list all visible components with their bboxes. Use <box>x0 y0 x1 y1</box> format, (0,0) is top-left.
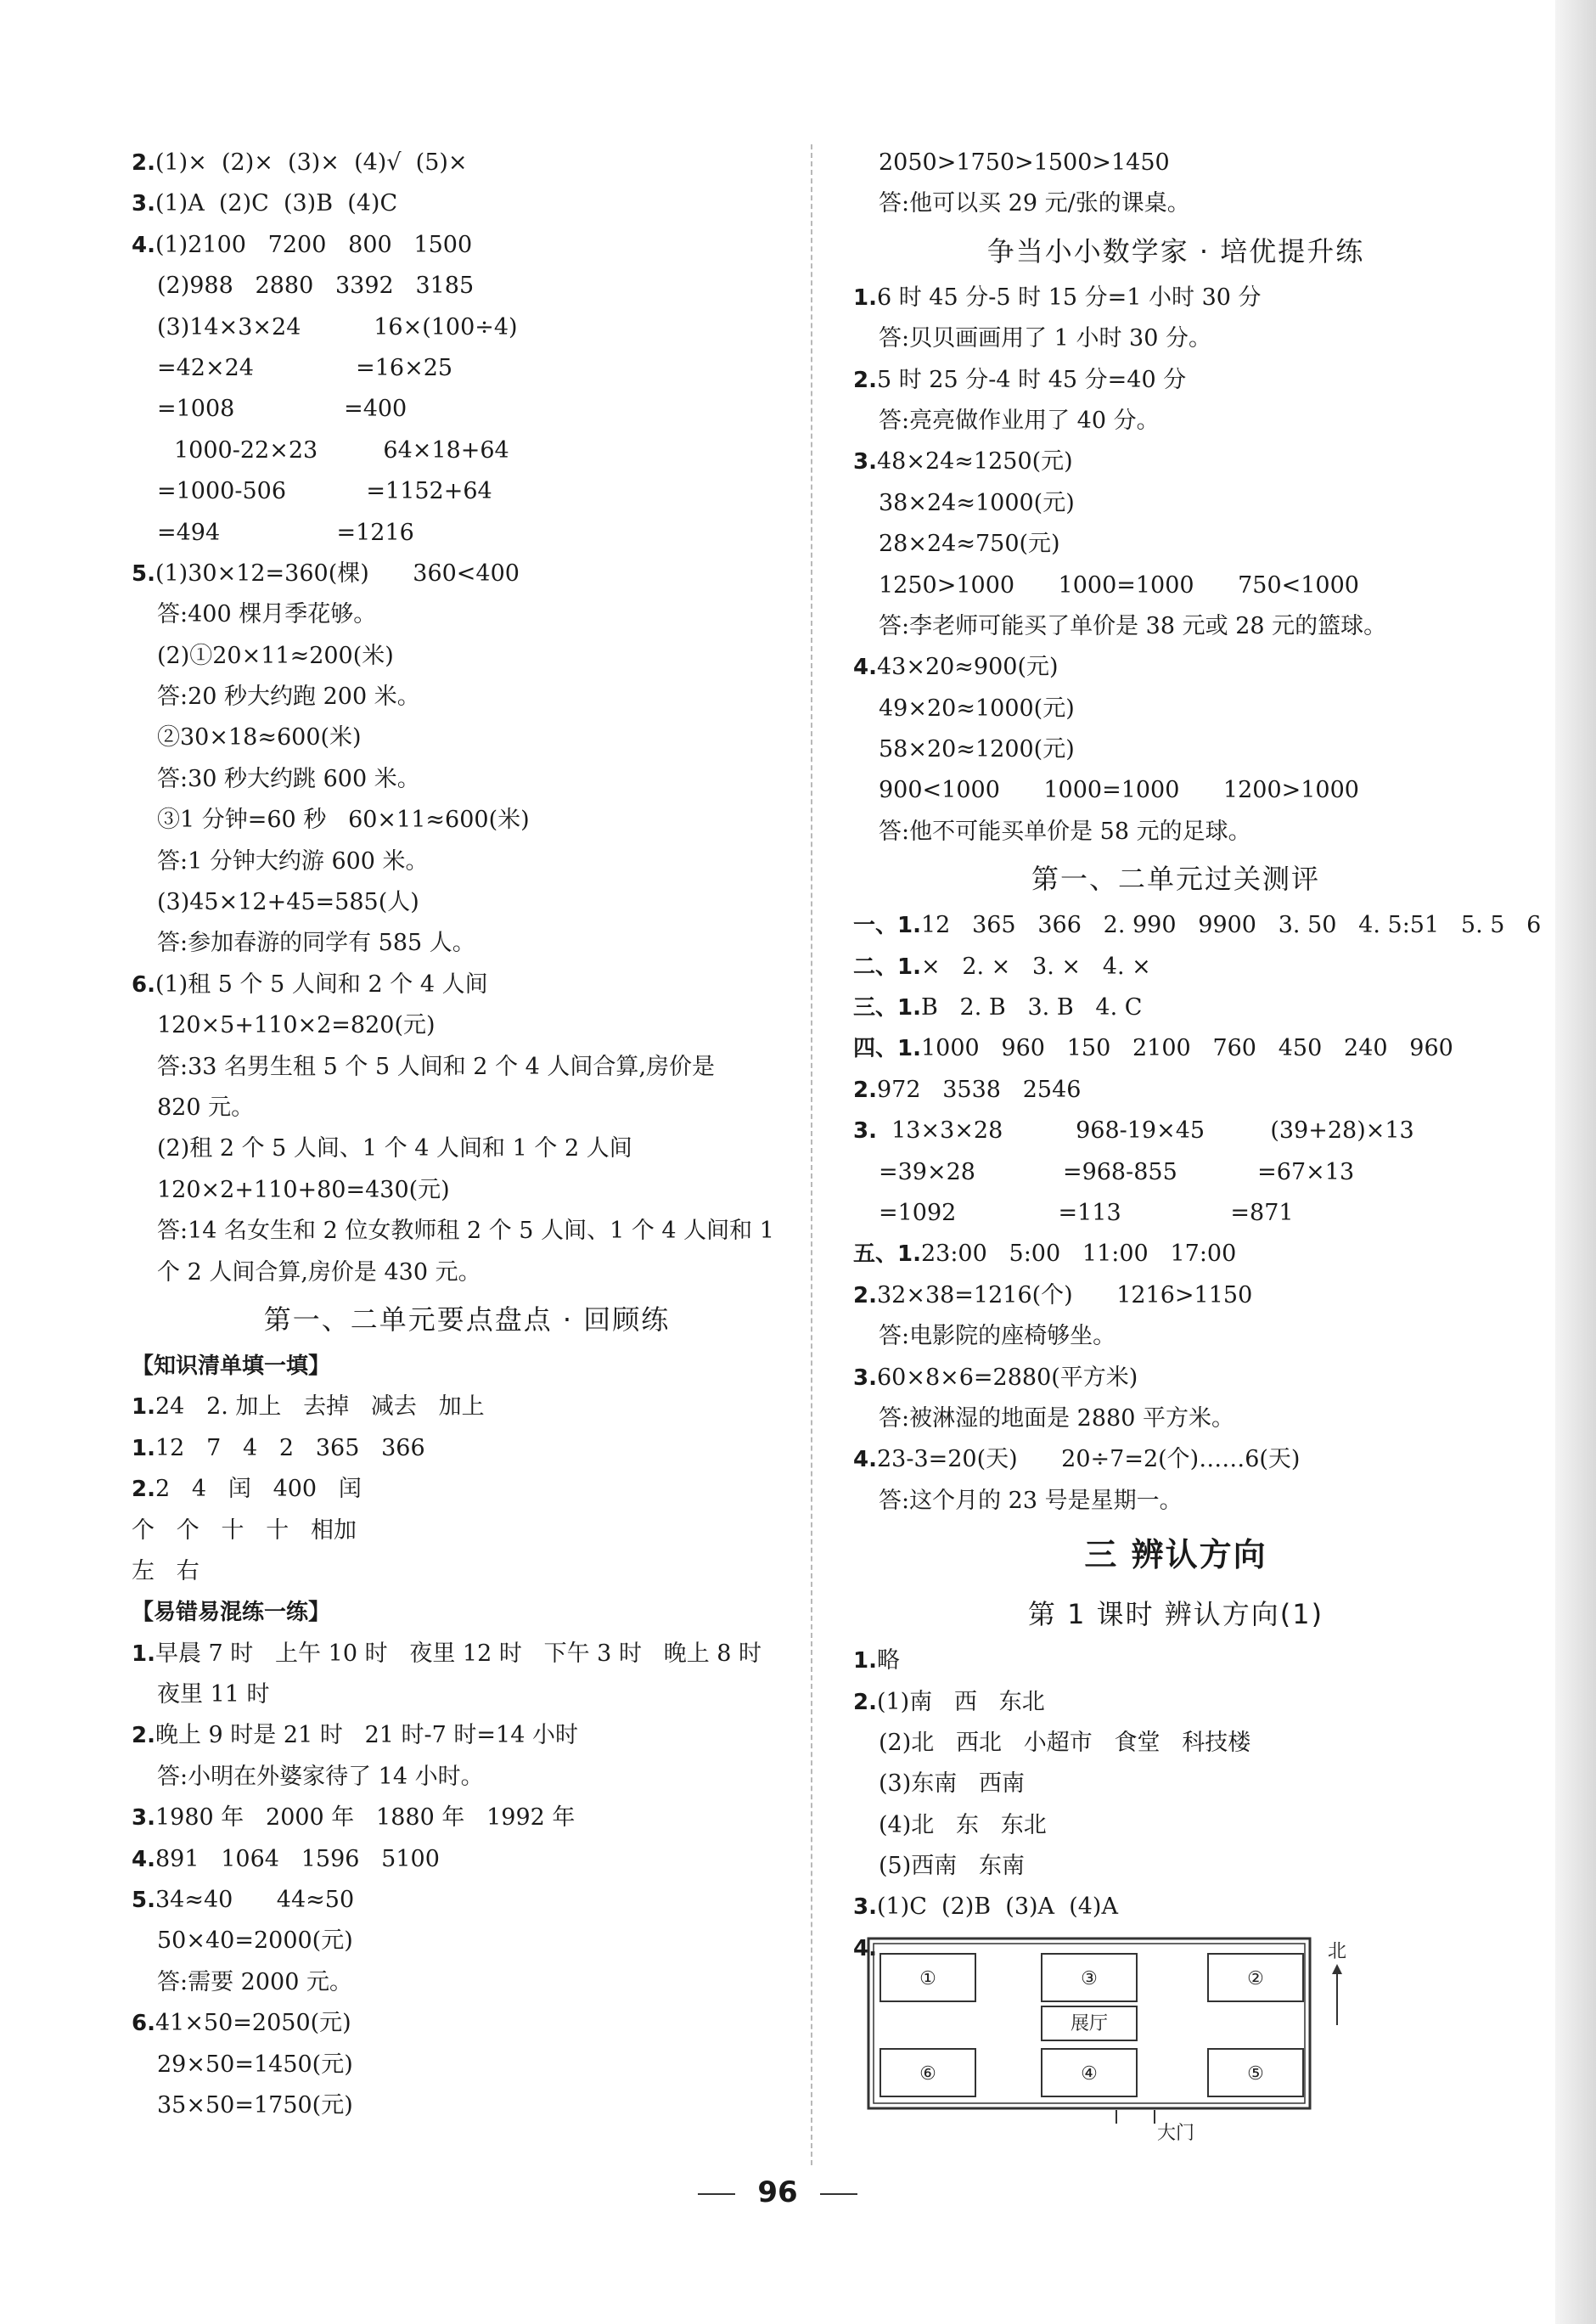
answer-text: 820 元。 <box>157 1094 255 1121</box>
answer-text: =1000-506 =1152+64 <box>157 478 492 505</box>
answer-text: (1)2100 7200 800 1500 <box>155 231 473 258</box>
gate-label: 大门 <box>1156 2123 1195 2145</box>
question-number: 3. <box>853 1118 877 1145</box>
answer-text: (1)A (2)C (3)B (4)C <box>155 190 398 217</box>
answer-text: 答:电影院的座椅够坐。 <box>879 1323 1116 1350</box>
section-heading: 三 辨认方向 <box>1084 1536 1267 1574</box>
section-heading: 第一、二单元过关测评 <box>1031 863 1320 896</box>
answer-line <box>853 278 1498 318</box>
answer-line <box>132 2003 802 2044</box>
question-number: 二、1. <box>853 954 921 980</box>
answer-text: (3)东南 西南 <box>879 1770 1025 1798</box>
answer-line <box>132 1128 802 1169</box>
answer-text: 48×24≈1250(元) <box>876 448 1073 475</box>
question-number: 4. <box>853 1447 877 1473</box>
answer-text: =42×24 =16×25 <box>157 354 453 381</box>
answer-line <box>853 401 1498 442</box>
answer-text: 晚上 9 时是 21 时 21 时-7 时=14 小时 <box>155 1722 578 1749</box>
answer-text: 49×20≈1000(元) <box>879 695 1075 722</box>
answer-text: 答:14 名女生和 2 位女教师租 2 个 5 人间、1 个 4 人间和 1 <box>157 1218 774 1245</box>
question-number: 五、1. <box>853 1241 921 1268</box>
section-heading: 争当小小数学家 · 培优提升练 <box>986 234 1365 267</box>
page-number-dash-right <box>820 2193 857 2195</box>
room-label: ③ <box>1081 1968 1098 1990</box>
answer-line <box>853 360 1498 401</box>
answer-text: 夜里 11 时 <box>157 1681 270 1708</box>
answer-line <box>132 1047 802 1088</box>
answer-line <box>132 717 802 758</box>
question-number: 2. <box>132 150 155 176</box>
answer-text: (1)南 西 东北 <box>876 1688 1045 1715</box>
answer-text: 120×5+110×2=820(元) <box>157 1012 436 1039</box>
answer-text: 答:他可以买 29 元/张的课桌。 <box>879 190 1190 217</box>
answer-line <box>132 348 802 389</box>
answer-text: 6 时 45 分-5 时 15 分=1 小时 30 分 <box>876 284 1262 311</box>
answer-text: 答:这个月的 23 号是星期一。 <box>879 1487 1183 1514</box>
answer-text: =1008 =400 <box>157 396 407 423</box>
answer-line <box>853 1234 1498 1275</box>
answer-line <box>132 1715 802 1756</box>
answer-text: 23:00 5:00 11:00 17:00 <box>920 1241 1237 1268</box>
answer-line <box>853 1640 1498 1681</box>
answer-line <box>132 1551 802 1592</box>
answer-line <box>132 594 802 635</box>
answer-line <box>132 1921 802 1961</box>
answer-text: 29×50=1450(元) <box>157 2051 353 2078</box>
answer-line <box>132 266 802 307</box>
answer-line <box>132 923 802 964</box>
answer-text: 答:需要 2000 元。 <box>157 1968 352 1995</box>
answer-text: 23-3=20(天) 20÷7=2(个)……6(天) <box>876 1446 1301 1473</box>
answer-line <box>853 1887 1498 1927</box>
answer-line <box>853 1846 1498 1887</box>
answer-line <box>132 1674 802 1715</box>
answer-text: (2)租 2 个 5 人间、1 个 4 人间和 1 个 2 人间 <box>157 1135 632 1162</box>
answer-line <box>853 483 1498 524</box>
answer-line <box>132 1005 802 1046</box>
answer-line <box>132 430 802 471</box>
question-number: 3. <box>853 449 877 475</box>
question-number: 1. <box>132 1394 155 1421</box>
answer-line <box>132 513 802 554</box>
answer-line <box>132 307 802 348</box>
answer-line <box>132 1634 802 1674</box>
answer-text: 12 365 366 2. 990 9900 3. 50 4. 5:51 5. 5 6 <box>920 912 1542 939</box>
answer-line <box>853 442 1498 482</box>
answer-text: 5 时 25 分-4 时 45 分=40 分 <box>876 366 1187 393</box>
answer-line <box>853 988 1498 1028</box>
answer-text: 43×20≈900(元) <box>876 654 1059 681</box>
question-number: 2. <box>853 1282 877 1308</box>
answer-text: 个 2 人间合算,房价是 430 元。 <box>157 1258 481 1286</box>
section-heading: 第一、二单元要点盘点 · 回顾练 <box>263 1303 671 1336</box>
answer-text: (2)北 西北 小超市 食堂 科技楼 <box>879 1729 1251 1756</box>
answer-line <box>853 1275 1498 1316</box>
answer-text: 50×40=2000(元) <box>157 1927 353 1955</box>
room-label: ① <box>919 1968 936 1990</box>
answer-text: 24 2. 加上 去掉 减去 加上 <box>155 1393 485 1421</box>
answer-line <box>132 1387 802 1427</box>
answer-text: 1000-22×23 64×18+64 <box>174 436 509 464</box>
answer-text: 2050>1750>1500>1450 <box>879 149 1170 176</box>
question-number: 2. <box>853 1077 877 1103</box>
answer-line <box>132 554 802 594</box>
answer-line <box>132 965 802 1005</box>
answer-line <box>132 636 802 677</box>
answer-text: 972 3538 2546 <box>876 1076 1082 1103</box>
answer-line <box>853 1316 1498 1357</box>
answer-text: (3)45×12+45=585(人) <box>157 889 419 916</box>
answer-line <box>132 800 802 841</box>
answer-text: 答:参加春游的同学有 585 人。 <box>157 930 475 957</box>
answer-text: =494 =1216 <box>157 519 414 546</box>
answer-line <box>853 566 1498 606</box>
answer-text: 答:他不可能买单价是 58 元的足球。 <box>879 818 1251 845</box>
north-arrow-head <box>1332 1964 1342 1974</box>
subsection-heading: 【易错易混练一练】 <box>132 1600 331 1626</box>
answer-line <box>853 647 1498 688</box>
answer-text: 1000 960 150 2100 760 450 240 960 <box>920 1035 1453 1062</box>
question-number: 2. <box>853 367 877 393</box>
answer-text: 32×38=1216(个) 1216>1150 <box>876 1281 1253 1308</box>
answer-line <box>853 1682 1498 1723</box>
answer-line <box>132 471 802 512</box>
answer-text: (3)14×3×24 16×(100÷4) <box>157 313 518 340</box>
answer-line <box>132 1839 802 1880</box>
answer-line <box>853 1152 1498 1193</box>
answer-text: 答:李老师可能买了单价是 38 元或 28 元的篮球。 <box>879 612 1387 639</box>
answer-text: 答:贝贝画画用了 1 小时 30 分。 <box>879 325 1211 352</box>
answer-line <box>853 1070 1498 1111</box>
answer-text: (2)①20×11≈200(米) <box>157 642 394 669</box>
answer-line <box>853 183 1498 224</box>
answer-text: 答:33 名男生租 5 个 5 人间和 2 个 4 人间合算,房价是 <box>157 1053 715 1080</box>
section-heading: 第 1 课时 辨认方向(1) <box>1027 1598 1324 1631</box>
question-number: 3. <box>132 191 155 217</box>
page-edge-shadow <box>1555 0 1596 2324</box>
question-number: 2. <box>132 1477 155 1503</box>
answer-text: (1)租 5 个 5 人间和 2 个 4 人间 <box>155 971 488 998</box>
question-number: 6. <box>132 971 155 998</box>
north-label: 北 <box>1327 1941 1347 1963</box>
answer-line <box>132 759 802 800</box>
answer-line <box>853 689 1498 729</box>
question-number: 2. <box>853 1689 877 1715</box>
answer-text: 34≈40 44≈50 <box>155 1887 355 1914</box>
answer-line <box>853 1111 1498 1151</box>
answer-text: (1)C (2)B (3)A (4)A <box>876 1894 1118 1921</box>
answer-line <box>853 1193 1498 1234</box>
answer-line <box>853 318 1498 359</box>
question-number: 4. <box>132 232 155 258</box>
floor-plan-diagram <box>862 1932 1498 2145</box>
answer-text: 答:1 分钟大约游 600 米。 <box>157 847 429 875</box>
answer-text: × 2. × 3. × 4. × <box>920 953 1151 980</box>
answer-text: 60×8×6=2880(平方米) <box>876 1364 1138 1391</box>
question-number: 3. <box>132 1805 155 1832</box>
answer-text: (5)西南 东南 <box>879 1853 1025 1880</box>
answer-line <box>853 524 1498 565</box>
answer-text: B 2. B 3. B 4. C <box>920 994 1143 1021</box>
answer-text: 41×50=2050(元) <box>155 2010 351 2037</box>
answer-line <box>132 677 802 717</box>
subsection-heading: 【知识清单填一填】 <box>132 1353 331 1379</box>
answer-line <box>132 143 802 183</box>
answer-text: 答:30 秒大约跳 600 米。 <box>157 765 420 792</box>
answer-line <box>853 606 1498 647</box>
answer-text: (4)北 东 东北 <box>879 1811 1047 1838</box>
answer-text: 1980 年 2000 年 1880 年 1992 年 <box>155 1804 576 1832</box>
answer-text: 个 个 十 十 相加 <box>132 1517 357 1544</box>
answer-text: (2)988 2880 3392 3185 <box>157 273 475 300</box>
room-label: ④ <box>1081 2063 1098 2085</box>
answer-text: ②30×18≈600(米) <box>157 724 362 751</box>
question-number: 5. <box>132 1888 155 1914</box>
page-number-dash-left <box>698 2193 735 2195</box>
answer-line <box>132 1880 802 1921</box>
answer-text: 略 <box>876 1647 900 1674</box>
answer-line <box>132 2085 802 2126</box>
answer-line <box>132 1211 802 1252</box>
question-number: 一、1. <box>853 913 921 939</box>
answer-line <box>853 143 1498 183</box>
answer-text: 900<1000 1000=1000 1200>1000 <box>879 777 1359 804</box>
answer-text: ③1 分钟=60 秒 60×11≈600(米) <box>157 807 530 834</box>
question-number: 3. <box>853 1894 877 1921</box>
answer-line <box>132 1088 802 1128</box>
answer-line <box>132 2045 802 2085</box>
answer-line <box>132 1962 802 2003</box>
answer-line <box>853 1764 1498 1804</box>
question-number: 1. <box>853 1648 877 1674</box>
answer-text: =1092 =113 =871 <box>879 1199 1294 1226</box>
page-number-text: 96 <box>757 2175 798 2209</box>
column-divider <box>811 144 812 2165</box>
answer-line <box>853 1358 1498 1398</box>
answer-line <box>853 1481 1498 1522</box>
answer-text: 答:亮亮做作业用了 40 分。 <box>879 407 1160 434</box>
answer-line <box>132 1798 802 1838</box>
room-label: ② <box>1247 1968 1264 1990</box>
floor-plan-svg <box>862 1932 1371 2144</box>
answer-text: 35×50=1750(元) <box>157 2091 353 2119</box>
answer-text: =39×28 =968-855 =67×13 <box>879 1158 1355 1185</box>
answer-line <box>132 841 802 882</box>
answer-text: 答:小明在外婆家待了 14 小时。 <box>157 1763 484 1790</box>
question-number: 3. <box>853 1365 877 1391</box>
answer-text: 120×2+110+80=430(元) <box>157 1176 450 1203</box>
answer-text: 12 7 4 2 365 366 <box>155 1434 425 1461</box>
answer-text: 答:被淋湿的地面是 2880 平方米。 <box>879 1404 1234 1432</box>
answer-line <box>132 183 802 224</box>
question-number: 4. <box>132 1846 155 1872</box>
page-number <box>0 2175 1555 2209</box>
answer-line <box>132 1252 802 1293</box>
right-column <box>853 143 1542 2145</box>
question-number: 1. <box>132 1435 155 1461</box>
answer-line <box>853 1028 1498 1069</box>
answer-text: (1)× (2)× (3)× (4)√ (5)× <box>155 149 468 176</box>
question-number: 三、1. <box>853 995 921 1021</box>
answer-line <box>132 882 802 923</box>
answer-text: 2 4 闰 400 闰 <box>155 1476 362 1503</box>
answer-line <box>132 1511 802 1551</box>
question-number: 4. <box>853 1935 877 1961</box>
answer-text: 答:20 秒大约跑 200 米。 <box>157 684 420 711</box>
question-number: 四、1. <box>853 1036 921 1062</box>
answer-line <box>132 1170 802 1211</box>
room-label: ⑤ <box>1247 2063 1264 2085</box>
answer-text: 答:400 棵月季花够。 <box>157 601 377 628</box>
answer-line <box>853 812 1498 853</box>
answer-text: 1250>1000 1000=1000 750<1000 <box>879 571 1359 599</box>
room-label: ⑥ <box>919 2063 936 2085</box>
question-number: 2. <box>132 1723 155 1749</box>
answer-text: 38×24≈1000(元) <box>879 489 1075 516</box>
answer-line <box>132 1469 802 1510</box>
left-column <box>132 143 802 2126</box>
answer-text: 28×24≈750(元) <box>879 531 1060 558</box>
answer-line <box>853 1398 1498 1439</box>
question-number: 1. <box>132 1640 155 1667</box>
answer-line <box>132 225 802 266</box>
answer-line <box>853 729 1498 770</box>
answer-line <box>853 1723 1498 1764</box>
answer-text: 58×20≈1200(元) <box>879 736 1075 763</box>
question-number: 4. <box>853 655 877 681</box>
answer-line <box>132 1757 802 1798</box>
answer-line <box>853 770 1498 811</box>
answer-line <box>853 905 1542 946</box>
answer-line <box>132 389 802 430</box>
exhibition-hall-label: 展厅 <box>1070 2013 1109 2035</box>
question-number: 6. <box>132 2011 155 2037</box>
answer-line <box>853 947 1498 988</box>
answer-text: 左 右 <box>132 1557 200 1584</box>
answer-text: 13×3×28 968-19×45 (39+28)×13 <box>876 1117 1414 1145</box>
answer-text: 891 1064 1596 5100 <box>155 1845 440 1872</box>
answer-text: (1)30×12=360(棵) 360<400 <box>155 560 520 587</box>
answer-line <box>132 1428 802 1469</box>
question-number: 5. <box>132 560 155 587</box>
answer-text: 早晨 7 时 上午 10 时 夜里 12 时 下午 3 时 晚上 8 时 <box>155 1640 762 1667</box>
question-number: 1. <box>853 284 877 311</box>
answer-line <box>853 1805 1498 1846</box>
answer-line <box>853 1439 1498 1480</box>
